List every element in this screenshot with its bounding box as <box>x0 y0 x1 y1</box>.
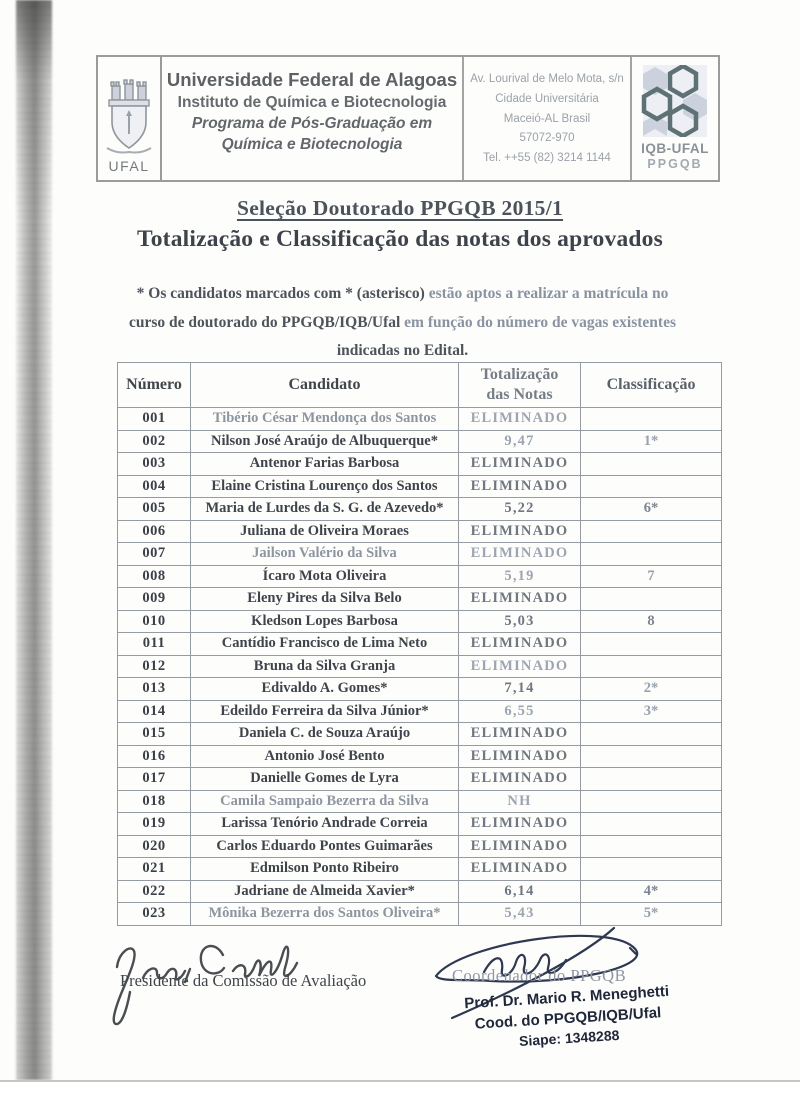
cell-name: Jailson Valério da Silva <box>191 543 459 566</box>
cell-cls <box>581 835 722 858</box>
header-number: Número <box>118 363 191 408</box>
cell-value: ELIMINADO <box>459 858 581 881</box>
institution-name: Universidade Federal de Alagoas <box>166 69 458 90</box>
cell-num: 017 <box>118 768 191 791</box>
cell-value: 7,14 <box>459 678 581 701</box>
program-name-line1: Programa de Pós-Graduação em <box>191 115 433 132</box>
cell-value: 5,22 <box>459 498 581 521</box>
header-total-line2: das Notas <box>486 386 553 403</box>
cell-value: 5,19 <box>459 565 581 588</box>
stamp-role: Cood. do PPGQB/IQB/Ufal <box>474 1004 662 1033</box>
cell-cls <box>581 813 722 836</box>
table-row <box>118 430 722 453</box>
cell-name: Juliana de Oliveira Moraes <box>191 520 459 543</box>
cell-cls <box>581 475 722 498</box>
document-subtitle: Totalização e Classificação das notas dos aprovados <box>137 226 663 252</box>
cell-value: 5,43 <box>459 903 581 926</box>
cell-cls: 2* <box>581 678 722 701</box>
letterhead-box <box>96 55 720 182</box>
cell-value: ELIMINADO <box>459 543 581 566</box>
iqb-logo-cell <box>632 57 718 180</box>
cell-name: Eleny Pires da Silva Belo <box>191 588 459 611</box>
table-header-row <box>118 363 722 408</box>
cell-cls: 4* <box>581 880 722 903</box>
cell-num: 013 <box>118 678 191 701</box>
cell-name: Elaine Cristina Lourenço dos Santos <box>191 475 459 498</box>
address-phone: Tel. ++55 (82) 3214 1144 <box>483 152 611 165</box>
cell-value: ELIMINADO <box>459 835 581 858</box>
title-block <box>0 196 800 253</box>
cell-value: ELIMINADO <box>459 723 581 746</box>
note-line: curso de doutorado do PPGQB/IQB/Ufal em função do número de vagas existentes <box>129 313 676 331</box>
cell-name: Edivaldo A. Gomes* <box>191 678 459 701</box>
cell-cls: 8 <box>581 610 722 633</box>
scan-streak-artifact <box>16 0 52 1080</box>
cell-num: 009 <box>118 588 191 611</box>
table-row <box>118 700 722 723</box>
ufal-logo-cell <box>98 57 162 180</box>
ppgqb-label: PPGQB <box>647 157 703 171</box>
cell-name: Antenor Farias Barbosa <box>191 453 459 476</box>
cell-name: Antonio José Bento <box>191 745 459 768</box>
iqb-ufal-label: IQB-UFAL <box>641 141 709 156</box>
table-row <box>118 790 722 813</box>
cell-cls: 3* <box>581 700 722 723</box>
cell-num: 001 <box>118 408 191 431</box>
note-line: indicadas no Edital. <box>336 342 469 360</box>
cell-cls <box>581 858 722 881</box>
table-row <box>118 565 722 588</box>
cell-value: ELIMINADO <box>459 453 581 476</box>
cell-value: NH <box>459 790 581 813</box>
table-row <box>118 453 722 476</box>
cell-name: Carlos Eduardo Pontes Guimarães <box>191 835 459 858</box>
cell-value: ELIMINADO <box>459 408 581 431</box>
table-row <box>118 633 722 656</box>
stamp-name: Prof. Dr. Mario R. Meneghetti <box>463 982 670 1013</box>
table-row <box>118 678 722 701</box>
cell-value: 5,03 <box>459 610 581 633</box>
table-row <box>118 475 722 498</box>
cell-num: 012 <box>118 655 191 678</box>
cell-cls <box>581 633 722 656</box>
cell-cls <box>581 723 722 746</box>
cell-num: 015 <box>118 723 191 746</box>
cell-num: 007 <box>118 543 191 566</box>
program-name-line2: Química e Biotecnologia <box>221 136 403 153</box>
cell-cls <box>581 745 722 768</box>
table-row <box>118 768 722 791</box>
ufal-crest-icon <box>105 78 153 156</box>
cell-num: 006 <box>118 520 191 543</box>
table-row <box>118 858 722 881</box>
cell-value: ELIMINADO <box>459 745 581 768</box>
cell-cls <box>581 655 722 678</box>
table-row <box>118 835 722 858</box>
president-role-label: Presidente da Comissão de Avaliação <box>120 971 367 990</box>
cell-name: Larissa Tenório Andrade Correia <box>191 813 459 836</box>
cell-num: 011 <box>118 633 191 656</box>
cell-cls: 5* <box>581 903 722 926</box>
header-total <box>459 363 581 408</box>
note-line: * Os candidatos marcados com * (asterisco) estão aptos a realizar a matrícula no <box>136 285 669 302</box>
cell-cls: 1* <box>581 430 722 453</box>
cell-name: Edmilson Ponto Ribeiro <box>191 858 459 881</box>
cell-value: 9,47 <box>459 430 581 453</box>
stamp-siape: Siape: 1348288 <box>518 1027 620 1050</box>
cell-name: Camila Sampaio Bezerra da Silva <box>191 790 459 813</box>
cell-num: 005 <box>118 498 191 521</box>
address-block <box>462 57 632 180</box>
address-district: Cidade Universitária <box>495 92 599 105</box>
address-city: Maceió-AL Brasil <box>503 112 591 125</box>
address-zip: 57072-970 <box>519 132 575 145</box>
cell-cls <box>581 768 722 791</box>
cell-name: Edeildo Ferreira da Silva Júnior* <box>191 700 459 723</box>
cell-value: 6,14 <box>459 880 581 903</box>
cell-num: 019 <box>118 813 191 836</box>
cell-value: 6,55 <box>459 700 581 723</box>
cell-cls <box>581 520 722 543</box>
results-table <box>117 362 722 926</box>
cell-cls <box>581 408 722 431</box>
cell-num: 020 <box>118 835 191 858</box>
cell-name: Nilson José Araújo de Albuquerque* <box>191 430 459 453</box>
table-row <box>118 520 722 543</box>
header-classification: Classificação <box>581 363 722 408</box>
cell-num: 021 <box>118 858 191 881</box>
document-title: Seleção Doutorado PPGQB 2015/1 <box>236 196 564 220</box>
cell-name: Kledson Lopes Barbosa <box>191 610 459 633</box>
header-total-line1: Totalização <box>480 366 559 383</box>
cell-name: Cantídio Francisco de Lima Neto <box>191 633 459 656</box>
header-candidate: Candidato <box>191 363 459 408</box>
asterisk-note <box>95 280 710 366</box>
cell-name: Daniela C. de Souza Araújo <box>191 723 459 746</box>
table-row <box>118 588 722 611</box>
cell-value: ELIMINADO <box>459 475 581 498</box>
cell-num: 003 <box>118 453 191 476</box>
cell-name: Tibério César Mendonça dos Santos <box>191 408 459 431</box>
cell-num: 022 <box>118 880 191 903</box>
cell-cls <box>581 790 722 813</box>
cell-num: 004 <box>118 475 191 498</box>
cell-value: ELIMINADO <box>459 588 581 611</box>
table-row <box>118 655 722 678</box>
cell-value: ELIMINADO <box>459 813 581 836</box>
iqb-hexagon-logo-icon <box>641 65 709 137</box>
cell-name: Danielle Gomes de Lyra <box>191 768 459 791</box>
address-street: Av. Lourival de Melo Mota, s/n <box>470 73 624 85</box>
cell-value: ELIMINADO <box>459 520 581 543</box>
coordinator-role-label: Coordenador do PPGQB <box>452 966 627 985</box>
table-row <box>118 813 722 836</box>
cell-cls: 7 <box>581 565 722 588</box>
table-row <box>118 408 722 431</box>
cell-name: Ícaro Mota Oliveira <box>191 565 459 588</box>
cell-value: ELIMINADO <box>459 633 581 656</box>
cell-cls: 6* <box>581 498 722 521</box>
scanner-background <box>0 1082 800 1101</box>
cell-num: 014 <box>118 700 191 723</box>
institution-block <box>162 57 462 180</box>
table-row <box>118 610 722 633</box>
cell-num: 023 <box>118 903 191 926</box>
cell-name: Maria de Lurdes da S. G. de Azevedo* <box>191 498 459 521</box>
cell-name: Mônika Bezerra dos Santos Oliveira* <box>191 903 459 926</box>
cell-name: Jadriane de Almeida Xavier* <box>191 880 459 903</box>
cell-cls <box>581 453 722 476</box>
cell-cls <box>581 588 722 611</box>
table-row <box>118 543 722 566</box>
cell-num: 018 <box>118 790 191 813</box>
cell-num: 008 <box>118 565 191 588</box>
cell-value: ELIMINADO <box>459 768 581 791</box>
cell-name: Bruna da Silva Granja <box>191 655 459 678</box>
table-row <box>118 745 722 768</box>
institute-name: Instituto de Química e Biotecnologia <box>177 94 447 111</box>
cell-num: 016 <box>118 745 191 768</box>
table-row <box>118 723 722 746</box>
cell-num: 002 <box>118 430 191 453</box>
cell-value: ELIMINADO <box>459 655 581 678</box>
table-row <box>118 498 722 521</box>
table-row <box>118 880 722 903</box>
ufal-logo-label: UFAL <box>108 158 150 174</box>
cell-cls <box>581 543 722 566</box>
cell-num: 010 <box>118 610 191 633</box>
